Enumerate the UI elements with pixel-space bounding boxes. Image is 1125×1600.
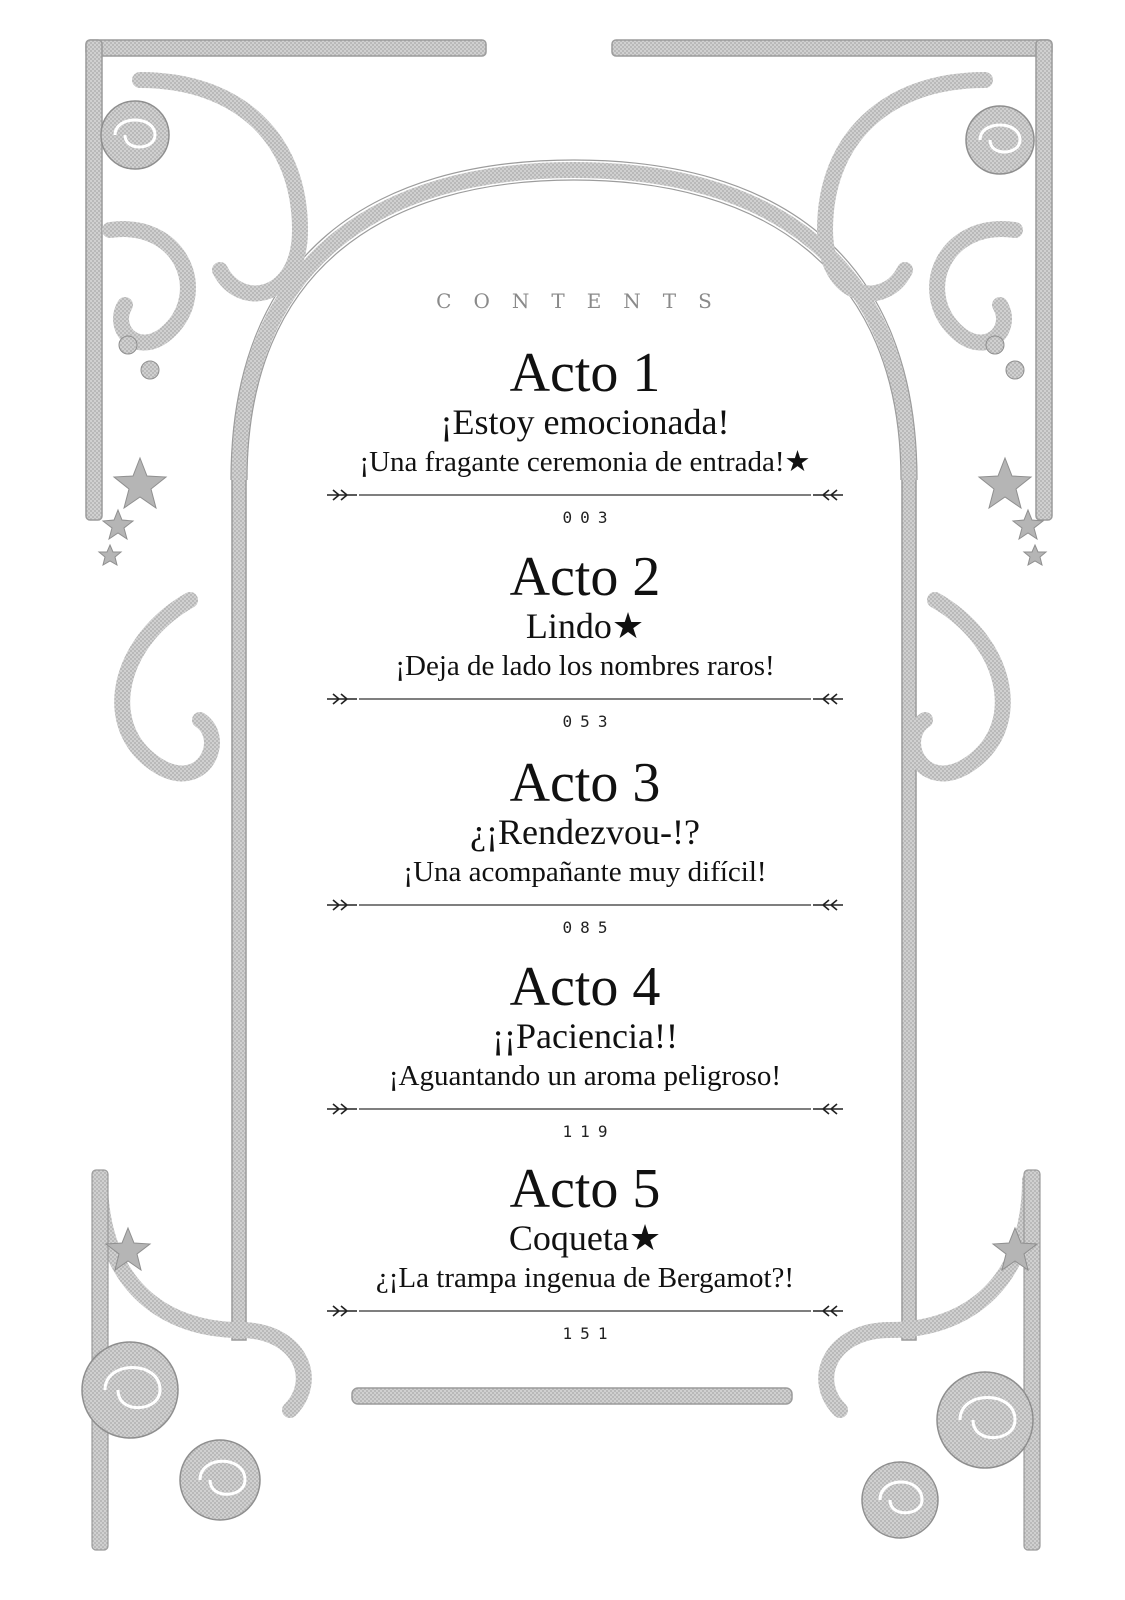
act-subtitle: Lindo★ bbox=[525, 606, 645, 646]
act-subtitle: Coqueta★ bbox=[508, 1218, 662, 1258]
divider-rule bbox=[325, 692, 845, 706]
page-number: 085 bbox=[562, 918, 616, 937]
act-subtitle: ¡¡Paciencia!! bbox=[492, 1016, 678, 1056]
toc-entry-2[interactable] bbox=[0, 548, 1125, 731]
scroll-top-right bbox=[825, 80, 985, 293]
act-subtitle: ¿¡Rendezvou-!? bbox=[470, 812, 700, 852]
act-description: ¡Aguantando un aroma peligroso! bbox=[388, 1060, 782, 1092]
divider-rule bbox=[325, 898, 845, 912]
frame-top-right-bar bbox=[612, 40, 1052, 56]
act-subtitle: ¡Estoy emocionada! bbox=[440, 402, 730, 442]
act-description: ¡Una acompañante muy difícil! bbox=[403, 856, 767, 888]
toc-entry-4[interactable] bbox=[0, 958, 1125, 1141]
frame-top-left-bar bbox=[86, 40, 486, 56]
act-description: ¿¡La trampa ingenua de Bergamot?! bbox=[375, 1262, 795, 1294]
act-description: ¡Deja de lado los nombres raros! bbox=[395, 650, 775, 682]
act-title: Acto 5 bbox=[509, 1158, 661, 1220]
frame-bottom-bar bbox=[352, 1388, 792, 1404]
toc-entry-5[interactable] bbox=[0, 1160, 1125, 1343]
contents-heading: contents bbox=[436, 282, 734, 315]
toc-entry-3[interactable] bbox=[0, 754, 1125, 937]
act-title: Acto 2 bbox=[509, 546, 661, 608]
page-number: 119 bbox=[562, 1122, 616, 1141]
rose-bottom-right bbox=[862, 1372, 1033, 1538]
page-number: 053 bbox=[562, 712, 616, 731]
rose-bottom-left bbox=[82, 1342, 260, 1520]
act-description: ¡Una fragante ceremonia de entrada!★ bbox=[359, 446, 811, 478]
act-title: Acto 3 bbox=[509, 752, 661, 814]
divider-rule bbox=[325, 488, 845, 502]
page-number: 003 bbox=[562, 508, 616, 527]
toc-entry-1[interactable] bbox=[0, 344, 1125, 527]
scroll-top-left bbox=[140, 80, 300, 293]
act-title: Acto 4 bbox=[509, 956, 661, 1018]
divider-rule bbox=[325, 1102, 845, 1116]
divider-rule bbox=[325, 1304, 845, 1318]
rose-top-left bbox=[101, 101, 169, 169]
page-number: 151 bbox=[562, 1324, 616, 1343]
rose-top-right bbox=[966, 106, 1034, 174]
act-title: Acto 1 bbox=[509, 342, 661, 404]
